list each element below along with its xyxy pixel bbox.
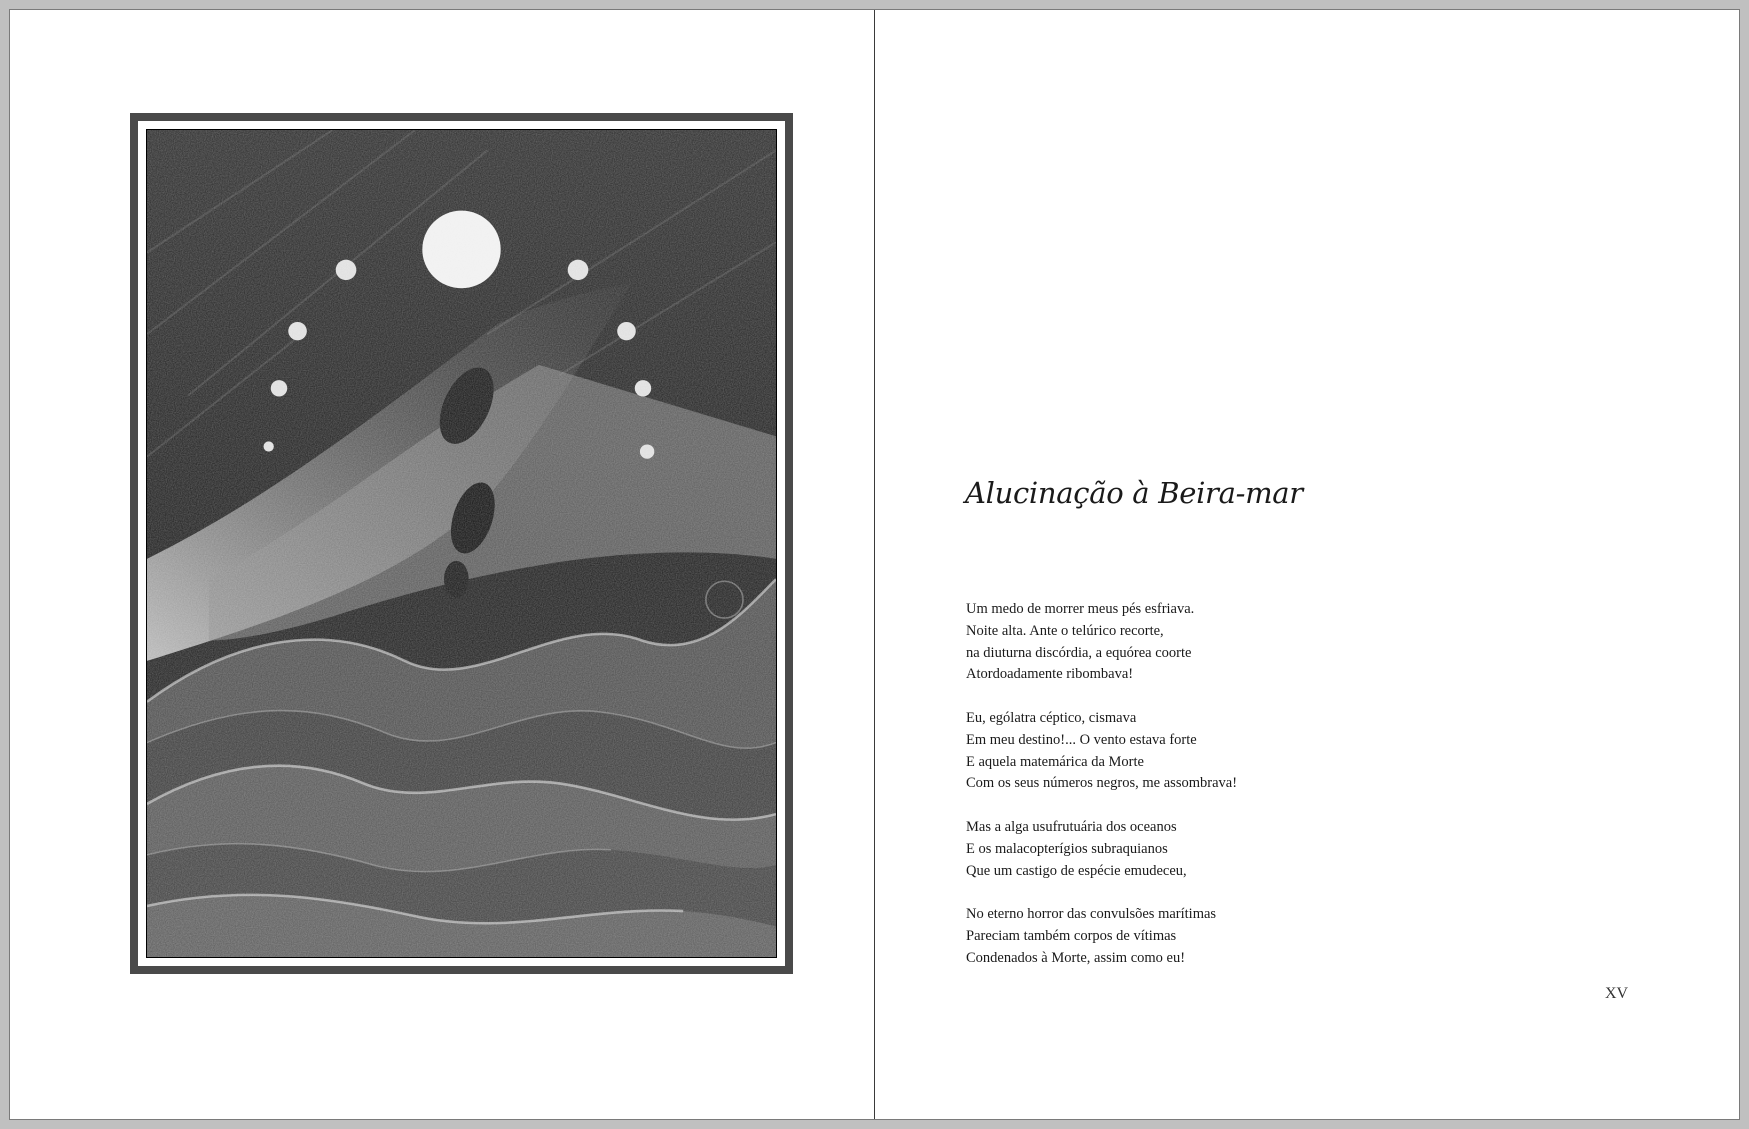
moonlit-sea-illustration: [146, 129, 777, 958]
poem-line: E os malacopterígios subraquianos: [966, 840, 1168, 857]
stanza: [966, 708, 1566, 795]
poem-line: Que um castigo de espécie emudeceu,: [966, 862, 1187, 879]
poem-line: E aquela matemárica da Morte: [966, 753, 1144, 770]
poem-title: Alucinação à Beira-mar: [965, 476, 1303, 510]
poem-line: Noite alta. Ante o telúrico recorte,: [966, 622, 1164, 639]
stanza: [966, 904, 1566, 969]
poem-line: Um medo de morrer meus pés esfriava.: [966, 601, 1195, 617]
poem-line: Atordoadamente ribombava!: [966, 666, 1134, 683]
poem-line: Pareciam também corpos de vítimas: [966, 927, 1177, 944]
poem-body: [966, 599, 1566, 991]
poem-line: Com os seus números negros, me assombrava!: [966, 775, 1238, 792]
stanza: [966, 817, 1566, 882]
poem-line: Em meu destino!... O vento estava forte: [966, 731, 1197, 748]
poem-line: na diuturna discórdia, a equórea coorte: [966, 644, 1192, 661]
stanza: [966, 599, 1566, 686]
poem-line: Condenados à Morte, assim como eu!: [966, 949, 1186, 966]
illustration-mat: [138, 121, 785, 966]
right-page: [875, 10, 1739, 1119]
poem-line: No eterno horror das convulsões marítimas: [966, 906, 1217, 923]
left-page: [10, 10, 874, 1119]
book-spread: [9, 9, 1740, 1120]
page-number: XV: [1605, 985, 1629, 1002]
moonlit-sea-engraving-icon: [147, 130, 776, 957]
poem-line: Mas a alga usufrutuária dos oceanos: [966, 818, 1177, 835]
illustration-frame: [130, 113, 793, 974]
poem-line: Eu, ególatra céptico, cismava: [966, 709, 1137, 726]
